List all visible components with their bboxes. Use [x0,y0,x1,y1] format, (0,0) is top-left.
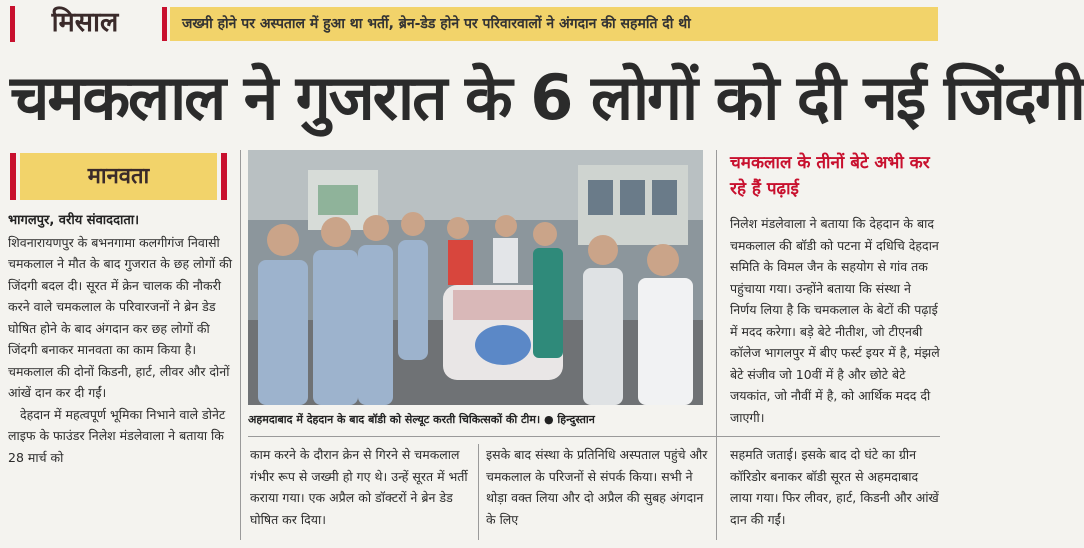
left-article-column [8,210,236,540]
deck-subheading: जख्मी होने पर अस्पताल में हुआ था भर्ती, ब्रेन-डेड होने पर परिवारवालों ने अंगदान की सहमति दी थी [170,7,938,41]
bottom-column-2: इसके बाद संस्था के प्रतिनिधि अस्पताल पहुंचे और चमकलाल के परिजनों से संपर्क किया। सभी ने थोड़ा वक्त लिया और दो अप्रैल की सुबह अंगदान के लिए [486,447,708,527]
left-paragraph-2: देहदान में महत्वपूर्ण भूमिका निभाने वाले डोनेट लाइफ के फाउंडर निलेश मंडलेवाला ने बताया कि 28 मार्च को [8,406,226,465]
column-divider-2 [716,150,717,540]
news-photo [248,150,703,405]
hospital-salute-illustration [248,150,703,405]
bottom-column-1: काम करने के दौरान क्रेन से गिरने से चमकलाल गंभीर रूप से जख्मी हो गए थे। उन्हें सूरत में भर्ती कराया गया। एक अप्रैल को डॉक्टरों ने ब्रेन डेड घोषित कर दिया। [250,447,468,527]
sidebar-body: निलेश मंडलेवाला ने बताया कि देहदान के बाद चमकलाल की बॉडी को पटना में दधिचि देहदान समिति के विमल जैन के सहयोग से गांव तक पहुंचाया गया। उन्होंने बताया कि संस्था ने निर्णय लिया है कि चमकलाल के बेटों की पढ़ाई में मदद करेगा। बड़े बेटे नीतीश, जो टीएनबी कॉलेज भागलपुर में बीए फर्स्ट इयर में है, मंझले बेटे संजीव जो 10वीं में है और छोटे बेटे जयकांत, जो नौवीं में है, को आर्थिक मदद दी जाएगी। [730,216,940,425]
photo-caption: अहमदाबाद में देहदान के बाद बॉडी को सेल्यूट करती चिकित्सकों की टीम। ● हिन्दुस्तान [248,413,595,426]
deck-accent-bar [162,7,167,41]
column-divider-3 [478,444,479,540]
kicker-label: मिसाल [51,7,119,38]
bottom-rule [248,436,940,437]
section-label: मानवता [20,153,217,200]
column-divider-1 [240,150,241,540]
label-accent-left [10,153,16,200]
sidebar-heading: चमकलाल के तीनों बेटे अभी कर रहे हैं पढ़ाई [730,153,930,199]
headline: चमकलाल ने गुजरात के 6 लोगों को दी नई जिंदगी [10,61,1084,134]
bottom-column-3: सहमति जताई। इसके बाद दो घंटे का ग्रीन कॉरिडोर बनाकर बॉडी सूरत से अहमदाबाद लाया गया। फिर लीवर, हार्ट, किडनी और आंखें दान की गईं। [730,447,939,527]
left-paragraph-1: शिवनारायणपुर के बभनगामा कलगीगंज निवासी चमकलाल ने मौत के बाद गुजरात के छह लोगों की जिंदगी बदल दी। सूरत में क्रेन चालक की नौकरी करने वाले चमकलाल के परिवारजनों ने ब्रेन डेड घोषित होने के बाद अंगदान कर छह लोगों की जिंदगी बनाकर मानवता का काम किया है। चमकलाल की दोनों किडनी, हार्ट, लीवर और दोनों आंखें दान कर दी गईं। [8,234,232,400]
kicker-accent-bar [10,6,15,42]
byline: भागलपुर, वरीय संवाददाता। [8,213,140,228]
label-accent-right [221,153,227,200]
